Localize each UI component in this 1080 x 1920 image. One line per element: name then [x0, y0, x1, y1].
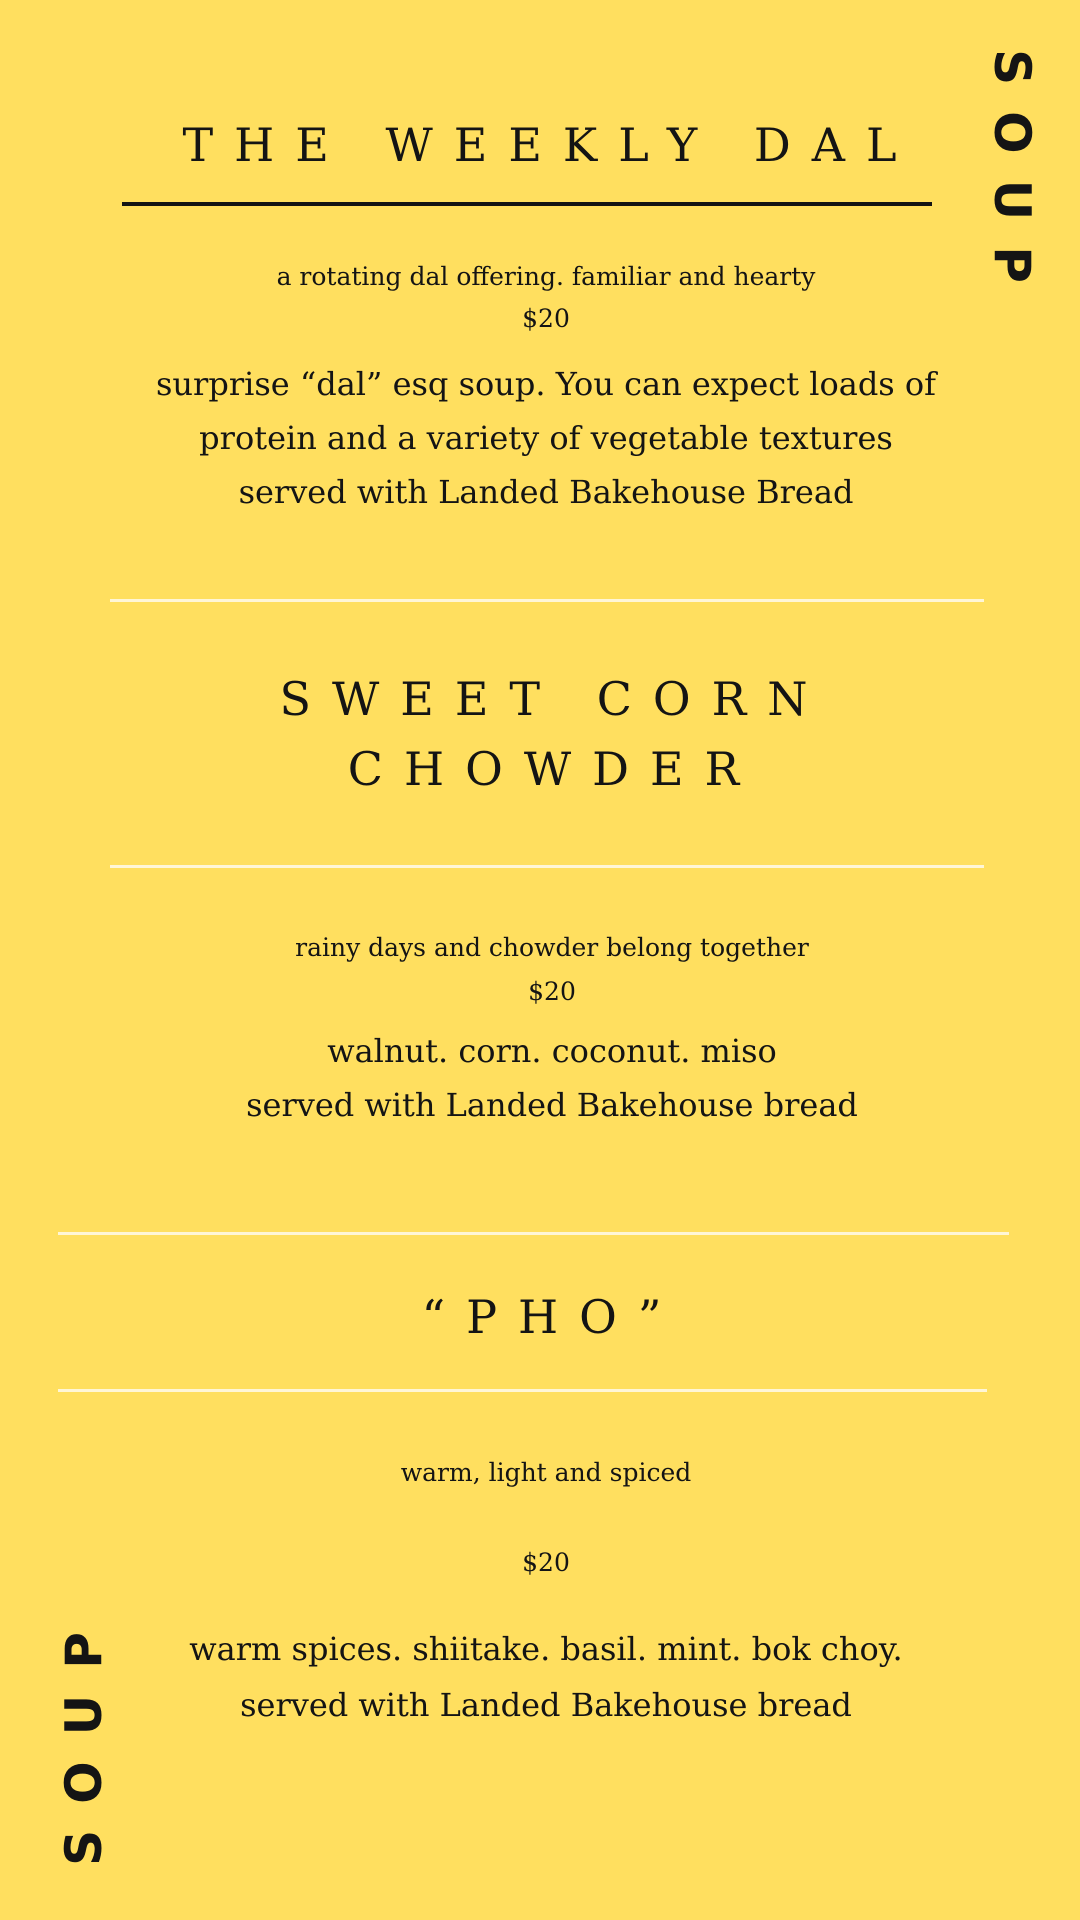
divider — [58, 1232, 1009, 1235]
weekly-dal-price: $20 — [522, 304, 570, 333]
pho-description-line-2: served with Landed Bakehouse bread — [240, 1686, 852, 1724]
weekly-dal-description-line-3: served with Landed Bakehouse Bread — [238, 473, 854, 511]
weekly-dal-description-line-2: protein and a variety of vegetable textures — [199, 419, 893, 457]
sweet-corn-chowder-title-line-1: SWEET CORN — [279, 672, 829, 726]
sweet-corn-chowder-price: $20 — [528, 977, 576, 1006]
sweet-corn-chowder-description-line-1: walnut. corn. coconut. miso — [327, 1032, 777, 1070]
pho-price: $20 — [522, 1548, 570, 1577]
pho-title: “PHO” — [421, 1290, 683, 1344]
weekly-dal-title: THE WEEKLY DAL — [182, 118, 918, 172]
weekly-dal-description-line-1: surprise “dal” esq soup. You can expect loads of — [156, 365, 936, 403]
sweet-corn-chowder-description-line-2: served with Landed Bakehouse bread — [246, 1086, 858, 1124]
side-label-soup-right: SOUP — [983, 49, 1041, 309]
divider — [110, 865, 984, 868]
side-label-soup-left: SOUP — [55, 1606, 113, 1866]
pho-description-line-1: warm spices. shiitake. basil. mint. bok choy. — [189, 1630, 903, 1668]
divider — [58, 1389, 987, 1392]
sweet-corn-chowder-title-line-2: CHOWDER — [347, 742, 761, 796]
divider — [110, 599, 984, 602]
weekly-dal-tagline: a rotating dal offering. familiar and hearty — [276, 262, 816, 291]
sweet-corn-chowder-tagline: rainy days and chowder belong together — [295, 933, 809, 962]
title-underline — [122, 202, 932, 206]
pho-tagline: warm, light and spiced — [400, 1458, 692, 1487]
